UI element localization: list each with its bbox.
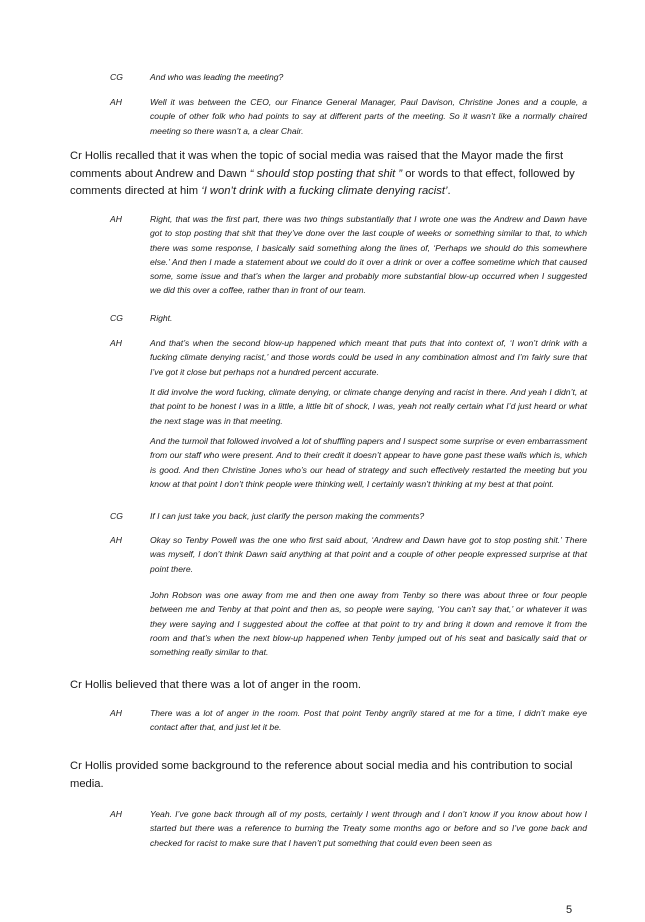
narrative-text: Cr Hollis recalled that it was when the topic of social media was raised that the Mayor made the first comments about Andrew and Dawn (70, 150, 564, 180)
transcript-text: Yeah. I’ve gone back through all of my posts, certainly I went through and I don’t know if you know about how I started but there was a reference to burning the Treaty some months ago or before and so I’ve gone back and checked for racist to make sure that I haven’t put something that could even been seen as (150, 809, 587, 848)
transcript-entry (110, 95, 587, 138)
transcript-text: Well it was between the CEO, our Finance General Manager, Paul Davison, Christine Jones and a couple, a couple of other folk who had points to say at different parts of the meeting. So it wasn’t like a normally chaired meeting so there wasn’t a, a clear Chair. (150, 97, 587, 136)
narrative-text: Cr Hollis provided some background to the reference about social media and his contribution to social media. (70, 760, 573, 790)
transcript-text: If I can just take you back, just clarify the person making the comments? (150, 511, 425, 521)
transcript-continuation (150, 588, 587, 659)
quote-text: “ should stop posting that shit ” (249, 167, 403, 180)
transcript-entry (110, 533, 587, 576)
narrative-text: or words to that effect, followed by comments directed at him (70, 167, 575, 197)
transcript-entry (110, 509, 587, 523)
speaker-label: AH (110, 535, 122, 545)
transcript-entry (110, 212, 587, 298)
transcript-continuation (150, 434, 587, 491)
transcript-entry (110, 706, 587, 735)
transcript-entry (110, 807, 587, 850)
narrative-text: . (447, 185, 451, 197)
speaker-label: CG (110, 511, 123, 521)
transcript-text: And that’s when the second blow-up happened which meant that puts that into context of, ‘I won’t drink with a fucking climate denying racist,’ and those words could be used in any combination almost and I’m fairly sure that I’ve got it close but perhaps not a hundred percent accurate. (150, 338, 587, 377)
quote-text: ‘I won’t drink with a fucking climate denying racist’ (201, 185, 448, 197)
narrative-paragraph (70, 758, 580, 793)
speaker-label: AH (110, 708, 122, 718)
transcript-text: Okay so Tenby Powell was the one who first said about, ‘Andrew and Dawn have got to stop posting shit.’ There was myself, I don’t think Dawn said anything at that point and a couple of other people expressed surprise at that point there. (150, 535, 587, 574)
narrative-paragraph (70, 148, 580, 201)
speaker-label: CG (110, 313, 123, 323)
speaker-label: AH (110, 97, 122, 107)
transcript-text: Right, that was the first part, there was two things substantially that I wrote one was the Andrew and Dawn have got to stop posting that shit that they’ve done over the last couple of weeks or something similar to that, to which there was some response, I basically said something along the lines of, ‘Perhaps we should do this somewhere else.’ And then I made a statement about we could do it over a drink or over a coffee sometime which that caused some, some issue and that’s when the larger and probably more substantial blow-up occurred when I suggested we did this over a coffee, rather than in front of our team. (150, 214, 587, 296)
speaker-label: AH (110, 338, 122, 348)
transcript-continuation (150, 385, 587, 428)
page-number: 5 (566, 904, 573, 916)
speaker-label: CG (110, 72, 123, 82)
transcript-text: There was a lot of anger in the room. Post that point Tenby angrily stared at me for a time, I didn’t make eye contact after that, and just let it be. (150, 708, 587, 733)
transcript-entry (110, 70, 587, 84)
transcript-text: John Robson was one away from me and then one away from Tenby so there was about three or four people between me and Tenby at that point and then as, so people were saying, ‘You can’t say that,’ or whatever it was they were saying and I suggested about the coffee at that point to try and bring it down and remove it from the room and that’s when the next blow-up happened when Tenby jumped out of his seat and basically said that or something really similar to that. (150, 590, 587, 658)
transcript-entry (110, 336, 587, 379)
speaker-label: AH (110, 214, 122, 224)
speaker-label: AH (110, 809, 122, 819)
narrative-text: Cr Hollis believed that there was a lot of anger in the room. (70, 679, 362, 691)
narrative-paragraph (70, 677, 580, 695)
transcript-text: It did involve the word fucking, climate denying, or climate change denying and racist in there. And yeah I didn’t, at that point to be honest I was in a little, a little bit of shock, I was, yeah not really certain what I’d just heard or what the next stage was in that meeting. (150, 387, 587, 426)
transcript-text: Right. (150, 313, 173, 323)
transcript-text: And the turmoil that followed involved a lot of shuffling papers and I suspect some surprise or even embarrassment from our staff who were present. And to their credit it doesn’t appear to have gone past these walls which is, which is good. And then Christine Jones who’s our head of strategy and such effectively restarted the meeting but you know at that point I don’t think people were thinking well, I certainly wasn’t thinking at my best at that point. (150, 436, 587, 489)
transcript-entry (110, 311, 587, 325)
transcript-text: And who was leading the meeting? (150, 72, 284, 82)
